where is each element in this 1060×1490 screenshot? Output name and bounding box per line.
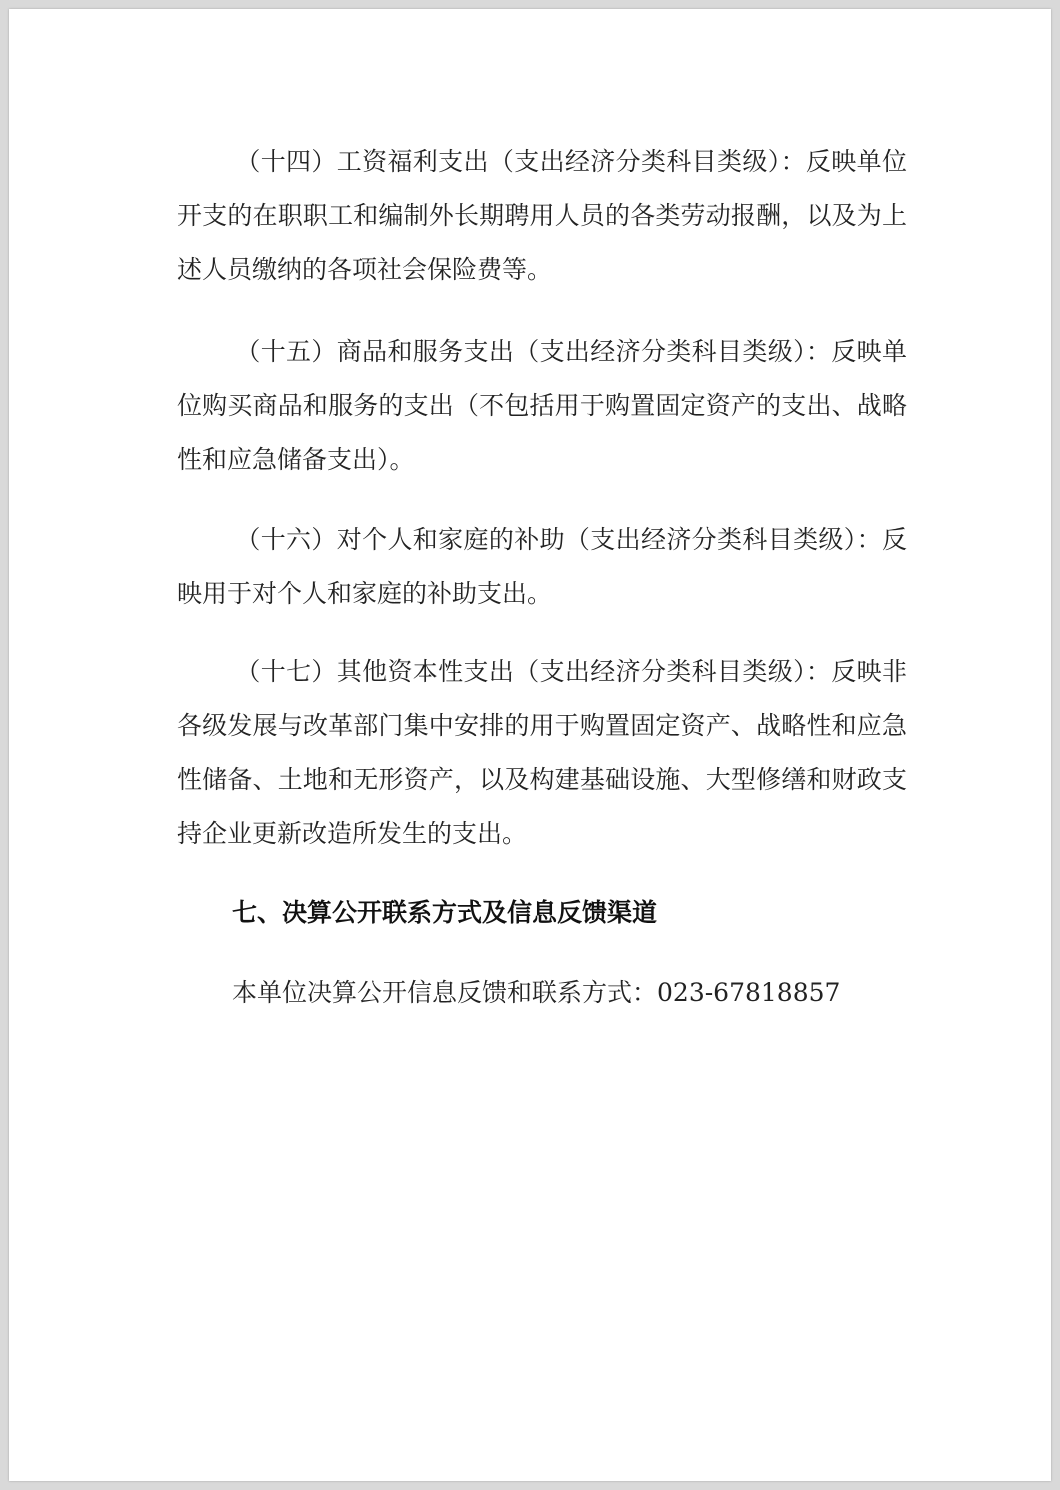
paragraph-text: （十五）商品和服务支出（支出经济分类科目类级）：反映单位购买商品和服务的支出（不包括用于购置固定资产的支出、战略性和应急储备支出）。 <box>177 337 907 474</box>
paragraph-text: （十六）对个人和家庭的补助（支出经济分类科目类级）：反映用于对个人和家庭的补助支出。 <box>177 525 907 608</box>
document-page <box>9 9 1051 1481</box>
paragraph-text: （十七）其他资本性支出（支出经济分类科目类级）：反映非各级发展与改革部门集中安排的用于购置固定资产、战略性和应急性储备、土地和无形资产，以及构建基础设施、大型修缮和财政支持企业更新改造所发生的支出。 <box>177 657 907 848</box>
paragraph-text: （十四）工资福利支出（支出经济分类科目类级）：反映单位开支的在职职工和编制外长期聘用人员的各类劳动报酬，以及为上述人员缴纳的各项社会保险费等。 <box>177 147 907 284</box>
contact-line: 本单位决算公开信息反馈和联系方式：023-67818857 <box>232 978 841 1007</box>
paragraph-goods-services <box>177 325 907 487</box>
paragraph-other-capital <box>177 645 907 861</box>
section-heading: 七、决算公开联系方式及信息反馈渠道 <box>232 898 658 927</box>
paragraph-household-subsidy <box>177 513 907 621</box>
paragraph-wage-welfare <box>177 135 907 297</box>
